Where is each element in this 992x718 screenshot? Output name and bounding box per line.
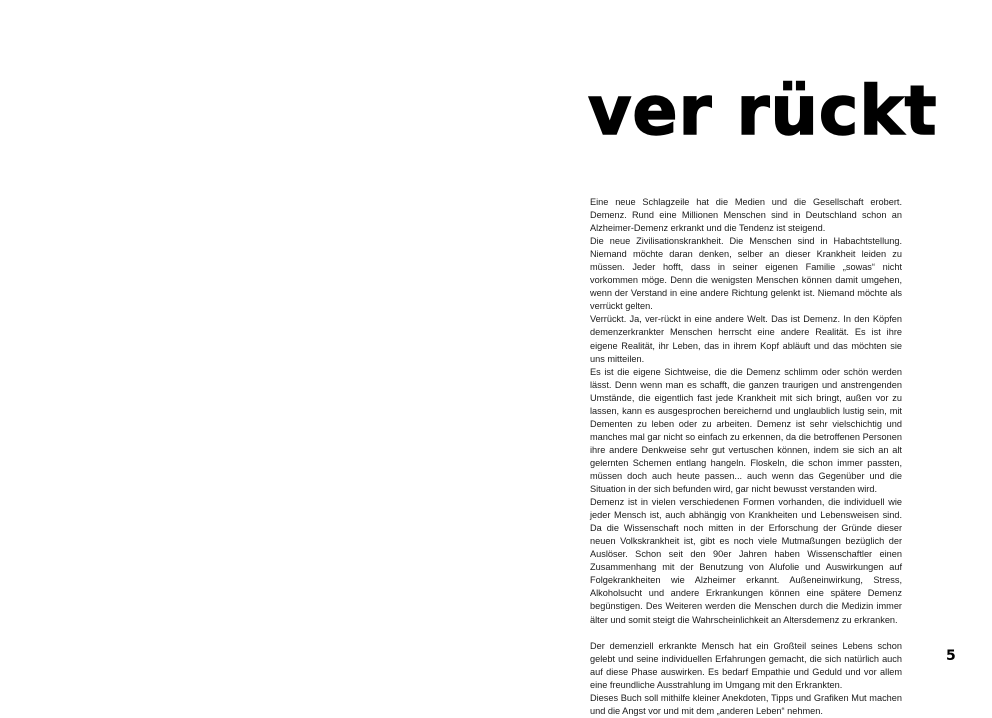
left-page	[0, 0, 496, 702]
paragraph-book-purpose: Dieses Buch soll mithilfe kleiner Anekdoten, Tipps und Grafiken Mut machen und die Angst vor und mit dem „anderen Leben“ nehmen.	[590, 692, 902, 716]
body-text	[590, 196, 902, 718]
paragraph-verrueckt: Verrückt. Ja, ver-rückt in eine andere Welt. Das ist Demenz. In den Köpfen demenzerkrankter Menschen herrscht eine andere Realität. Es ist ihre eigene Realität, ihr Leben, das in ihrem Kopf abläuft und das möchten sie uns mitteilen.	[590, 314, 902, 364]
paragraph-intro: Eine neue Schlagzeile hat die Medien und die Gesellschaft erobert. Demenz. Rund eine Millionen Menschen sind in Deutschland schon an Alzheimer-Demenz erkrankt und die Tendenz ist steigend.	[590, 197, 902, 234]
paragraph-forms-causes: Demenz ist in vielen verschiedenen Formen vorhanden, die individuell wie jeder Mensch ist, auch abhängig von Krankheiten und Lebensweisen sind. Da die Wissenschaft noch mitten in der Erforschung der Gründe dieser neuen Volkskrankheit ist, gibt es noch viele Mutmaßungen bezüglich der Auslöser. Schon seit den 90er Jahren haben Wissenschaftler einen Zusammenhang mit der Benutzung von Alufolie und Auswirkungen auf Folgekrankheiten wie Alzheimer erkannt. Außeneinwirkung, Stress, Alkoholsucht und andere Erkrankungen können eine spätere Demenz begünstigen. Des Weiteren werden die Menschen durch die Medizin immer älter und somit steigt die Wahrscheinlichkeit an Altersdemenz zu erkranken.	[590, 497, 902, 625]
page-number: 5	[946, 648, 956, 664]
chapter-title: ver rückt	[588, 72, 938, 151]
right-page	[496, 0, 992, 716]
paragraph-empathy: Der demenziell erkrankte Mensch hat ein Großteil seines Lebens schon gelebt und seine individuellen Erfahrungen gemacht, die sich natürlich auch auf diese Phase auswirken. Es bedarf Empathie und Geduld und vor allem eine freundliche Ausstrahlung im Umgang mit den Erkrankten.	[590, 640, 902, 690]
paragraph-civilization-disease: Die neue Zivilisationskrankheit. Die Menschen sind in Habachtstellung. Niemand möchte daran denken, selber an dieser Krankheit leiden zu müssen. Jeder hofft, dass in seiner eigenen Familie „sowas“ nicht vorkommen möge. Denn die wenigsten Menschen können damit umgehen, wenn der Verstand in eine andere Richtung gelenkt ist. Niemand möchte als verrückt gelten.	[590, 236, 902, 312]
paragraph-perspective: Es ist die eigene Sichtweise, die die Demenz schlimm oder schön werden lässt. Denn wenn man es schafft, die ganzen traurigen und anstrengenden Umstände, die eigentlich fast jede Krankheit mit sich bringt, außen vor zu lassen, kann es ausgesprochen bereichernd und unglaublich lustig sein, mit Dementen zu leben oder zu arbeiten. Demenz ist sehr vielschichtig und manches mal gar nicht so einfach zu erkennen, da die betroffenen Personen ihre andere Denkweise sehr gut vertuschen können, indem sie sich an alt gelernten Schemen entlang hangeln. Floskeln, die schon immer passten, müssen doch auch heute passen... auch wenn das Gegenüber und die Situation in der sich befunden wird, gar nicht bewusst verstanden wird.	[590, 366, 902, 495]
